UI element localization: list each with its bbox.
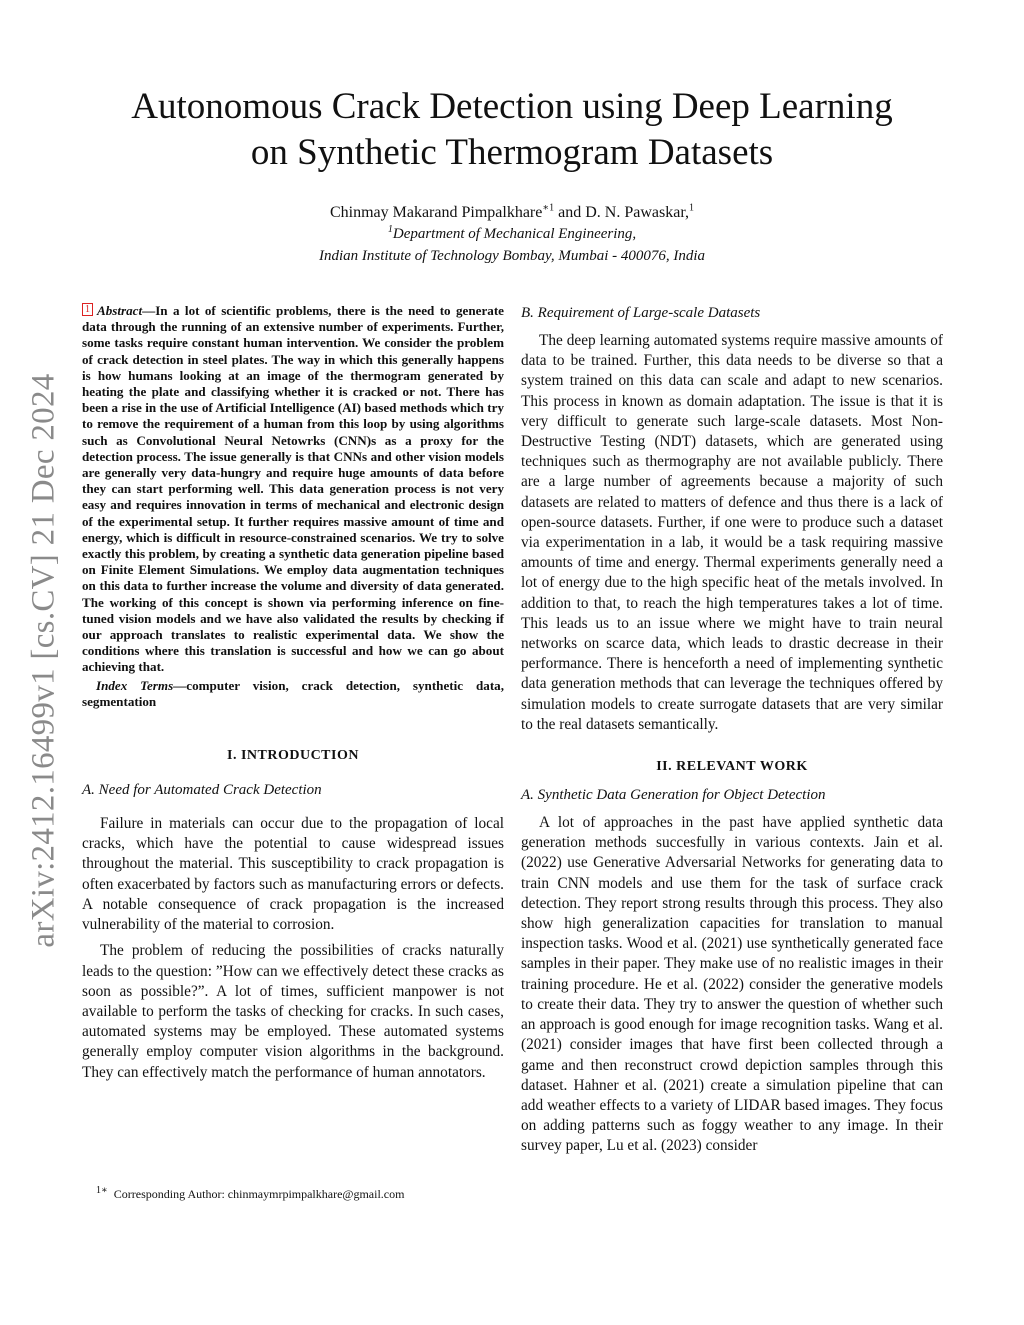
affiliation-line-2 bbox=[60, 246, 964, 266]
abstract-dash: — bbox=[142, 303, 156, 318]
section-number: II. bbox=[656, 759, 673, 775]
section-title-initial-2: W bbox=[759, 759, 775, 775]
right-column bbox=[521, 303, 943, 1157]
paper-title bbox=[60, 84, 964, 176]
left-column bbox=[82, 303, 504, 1083]
subsection-heading-large-scale-datasets: B. Requirement of Large-scale Datasets bbox=[521, 305, 761, 321]
abstract bbox=[82, 303, 504, 676]
index-terms-dash: — bbox=[173, 677, 187, 693]
abstract-label: Abstract bbox=[97, 303, 143, 318]
section-title-rest-2: ORK bbox=[774, 759, 808, 775]
author-2-marks: 1 bbox=[689, 202, 695, 214]
index-terms-text: computer vision, crack detection, synthetic data, segmentation bbox=[82, 677, 504, 709]
author-conjunction: and bbox=[554, 204, 586, 221]
intro-paragraph-1: Failure in materials can occur due to the propagation of local cracks, which have the potential to cause widespread issues throughout the material. This susceptibility to crack propagation is often exacerbated by factors such as manufacturing errors or defects. A notable consequence of crack propagation is the increased vulnerability of the material to corrosion. bbox=[82, 815, 504, 934]
title-line-2: on Synthetic Thermogram Datasets bbox=[250, 132, 774, 173]
subsection-heading-need-for-crack-detection: A. Need for Automated Crack Detection bbox=[82, 782, 322, 799]
affiliation-mark: 1 bbox=[387, 224, 393, 235]
subsection-heading-synthetic-data-generation: A. Synthetic Data Generation for Object Detection bbox=[521, 787, 826, 804]
section-number: I. bbox=[227, 748, 237, 764]
section-title-rest: ELEVANT bbox=[686, 759, 757, 775]
author-list bbox=[60, 202, 964, 224]
footnote-mark: 1∗ bbox=[96, 1185, 108, 1196]
arxiv-identifier-stamp bbox=[14, 355, 74, 965]
arxiv-identifier-text: arXiv:2412.16499v1 [cs.CV] 21 Dec 2024 bbox=[25, 372, 62, 948]
footnote-link[interactable]: 1 bbox=[82, 303, 93, 316]
section-title-initial: R bbox=[676, 759, 687, 775]
section-heading-introduction bbox=[82, 746, 504, 766]
index-terms bbox=[82, 678, 504, 710]
author-2-name: D. N. Pawaskar, bbox=[585, 204, 690, 221]
abstract-text: In a lot of scientific problems, there is the need to generate data through the running of an extensive number of experiments. Further, some tasks require constant human intervention. We consider the problem of crack detection in steel plates. The way in which this generally happens is how humans looking at an image of the thermogram generated by heating the plate and classifying whether it is cracked or not. There has been a rise in the use of Artificial Intelligence (AI) based methods which try to remove the requirement of a human from this loop by using algorithms such as Convolutional Neural Netowrks (CNN)s as a proxy for the detection process. The issue generally is that CNNs and other vision models are generally very data-hungry and require huge amounts of data before they can start performing well. This data generation process is not very easy and requires innovation in terms of mechanical and electronic design of the experimental setup. It further requires massive amount of time and energy, which is difficult in resource-constrained scenarios. We try to solve exactly this problem, by creating a synthetic data generation pipeline based on Finite Element Simulations. We employ data augmentation techniques on this data to further increase the volume and diversity of data generated. The working of this concept is shown via performing inference on fine-tuned vision models and we have also validated the results by checking if our approach translates to realistic experimental data. We show the conditions where this translation is successful and how we can go about achieving that. bbox=[82, 303, 504, 675]
affiliation-department: Department of Mechanical Engineering, bbox=[392, 226, 637, 242]
affiliation-line-1 bbox=[60, 224, 964, 244]
large-scale-datasets-paragraph: The deep learning automated systems require massive amounts of data to be trained. Further, this data needs to be diverse so that a system trained on this data can scale and adapt to new scenarios. This process in known as domain adaptation. The issue is that it is very difficult to generate such large-scale datasets. Most Non-Destructive Testing (NDT) datasets, which are generated using techniques such as thermography are not available publicly. There are a large number of agreements because a majority of such datasets are related to matters of defence and thus there is a lack of open-source datasets. Further, if one were to produce such a dataset via experimentation in a lab, it would be a task requiring massive amounts of time and energy. Thermal experiments generally need a lot of energy due to the high specific heat of the metals involved. In addition to that, to reach the high temperatures takes a lot of time. This leads us to an issue where we might have to train neural networks on scarce data, which leads to drastic decrease in their performance. There is henceforth a need of implementing synthetic data generation methods that can leverage the techniques offered by simulation models to create surrogate datasets that are very similar to the real datasets semantically. bbox=[521, 332, 943, 733]
section-title-initial: I bbox=[240, 748, 247, 764]
author-1-name: Chinmay Makarand Pimpalkhare bbox=[329, 204, 543, 221]
affiliation-institute: Indian Institute of Technology Bombay, Mumbai - 400076, India bbox=[318, 248, 706, 264]
author-1-marks: ∗1 bbox=[542, 202, 555, 214]
index-terms-label: Index Terms bbox=[96, 677, 174, 693]
intro-paragraph-2: The problem of reducing the possibilities of cracks naturally leads to the question: ”How can we effectively detect these cracks as soon as possible?”. A lot of times, sufficient manpower is not available to perform the tasks of checking for cracks. In such cases, automated systems may be employed. These automated systems generally employ computer vision algorithms in the background. They can effectively match the performance of human annotators. bbox=[82, 942, 504, 1081]
section-title-rest: NTRODUCTION bbox=[246, 748, 359, 764]
corresponding-author-footnote bbox=[96, 1187, 506, 1201]
section-heading-relevant-work bbox=[521, 757, 943, 777]
title-line-1: Autonomous Crack Detection using Deep Learning bbox=[131, 86, 893, 127]
relevant-work-paragraph: A lot of approaches in the past have applied synthetic data generation methods succesfully in various contexts. Jain et al. (2022) use Generative Adversarial Networks for generating data to train CNN models and use them for the task of surface crack detection. They report strong results through this process. They also show high generalization capacities for translation to manual inspection tasks. Wood et al. (2021) use synthetically generated face samples in their paper. They make use of no realistic images in their training procedure. He et al. (2022) consider the generative models to create their data. They try to answer the question of whether such an approach is good enough for image recognition tasks. Wang et al. (2021) consider images that have first been collected through a game and then reconstruct crowd depiction samples through this dataset. Hahner et al. (2021) create a simulation pipeline that can add weather effects to a variety of LIDAR based images. They focus on adding patterns such as foggy weather to any image. In their survey paper, Lu et al. (2023) consider bbox=[521, 814, 943, 1155]
footnote-text: Corresponding Author: chinmaymrpimpalkhare@gmail.com bbox=[113, 1187, 405, 1201]
